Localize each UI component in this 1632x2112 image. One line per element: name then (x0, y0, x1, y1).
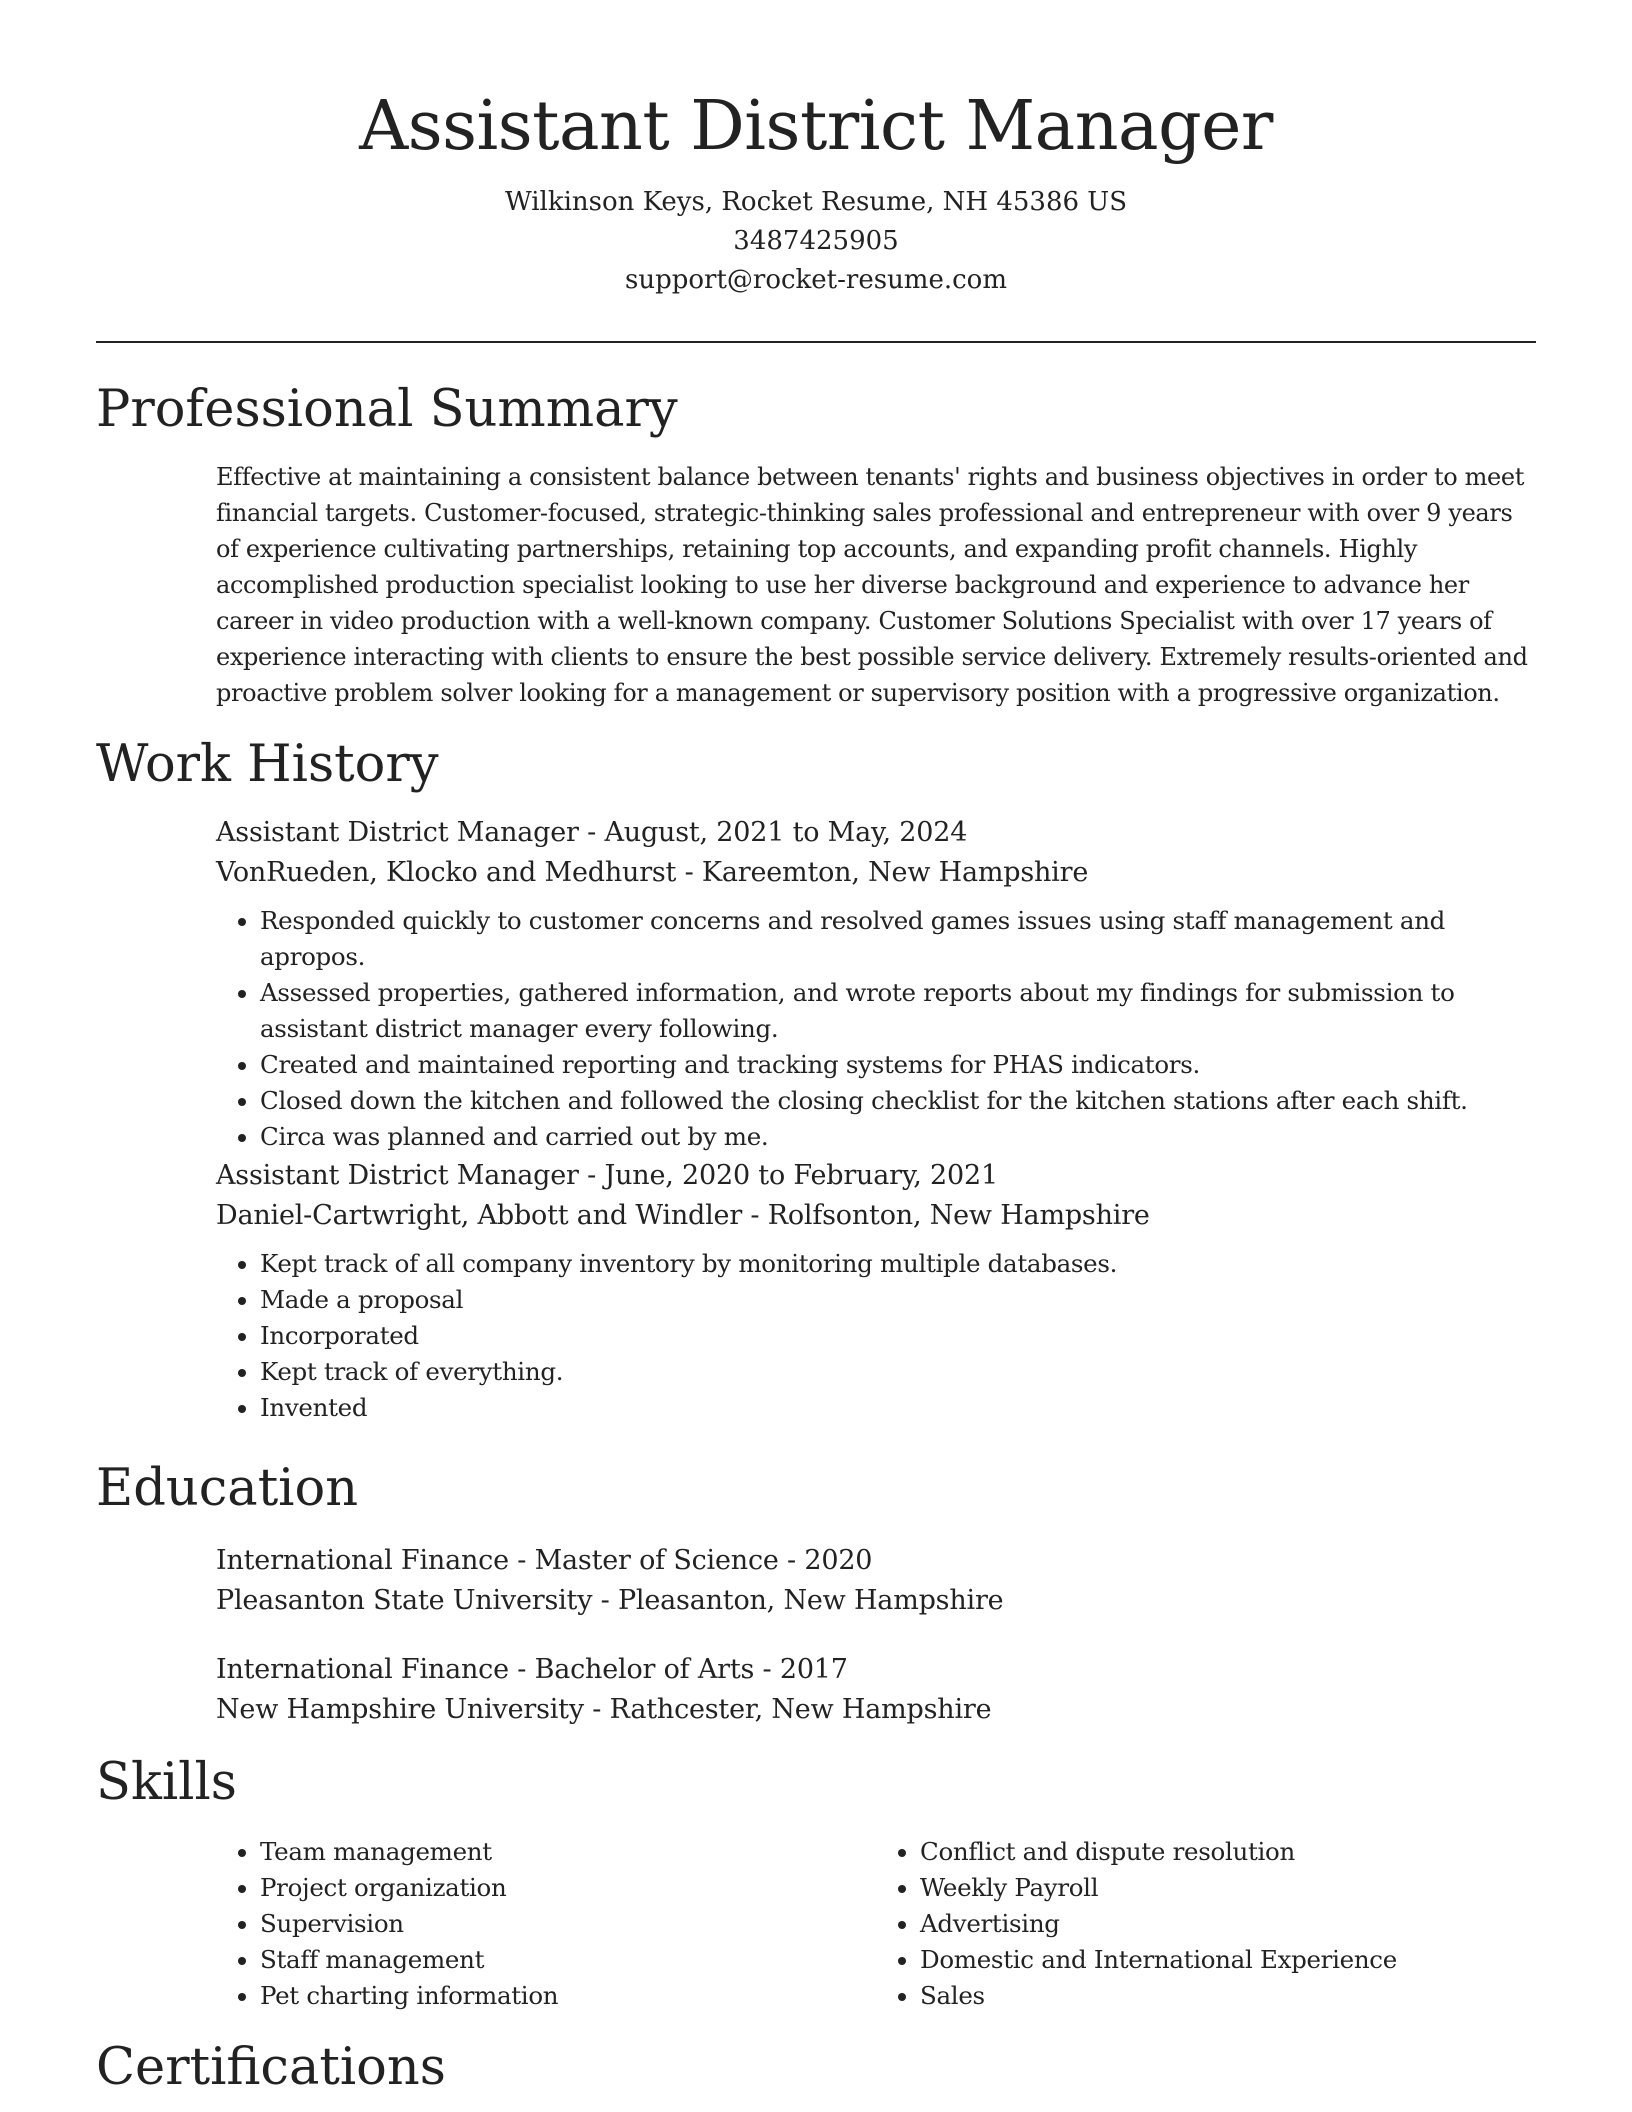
list-item: • Responded quickly to customer concerns and resolved games issues using staff management and apropos. (260, 903, 1536, 975)
job-company-line (216, 853, 1536, 893)
job-bullets (216, 1246, 1536, 1426)
separator: - (754, 1654, 780, 1685)
section-title-summary: Professional Summary (96, 380, 678, 439)
section-title-certifications: Certifications (96, 2038, 446, 2097)
job-bullets (216, 903, 1536, 1155)
education-year: 2017 (779, 1654, 848, 1685)
list-item: • Created and maintained reporting and tracking systems for PHAS indicators. (260, 1047, 1536, 1083)
education-degree-line (216, 1650, 1536, 1690)
separator: - (778, 1545, 805, 1576)
skill-item: • Staff management (260, 1942, 876, 1978)
education-school: New Hampshire University (216, 1694, 584, 1725)
candidate-name: Assistant District Manager (359, 87, 1273, 166)
separator: - (578, 817, 605, 848)
separator: - (676, 857, 702, 888)
skills-list-left (216, 1834, 876, 2014)
header-divider (96, 341, 1536, 343)
education-school-line (216, 1581, 1536, 1621)
job-dates: June, 2020 to February, 2021 (604, 1160, 998, 1191)
education-location: Rathcester, New Hampshire (609, 1694, 992, 1725)
section-title-work-history: Work History (96, 735, 439, 794)
list-item: • Assessed properties, gathered information, and wrote reports about my findings for submission to assistant district manager every following. (260, 975, 1536, 1047)
job-company-line (216, 1196, 1536, 1236)
separator: - (578, 1160, 605, 1191)
list-item: • Incorporated (260, 1318, 1536, 1354)
job-company: Daniel-Cartwright, Abbott and Windler (216, 1200, 743, 1231)
summary-text: Effective at maintaining a consistent balance between tenants' rights and business objectives in order to meet financial targets. Customer-focused, strategic-thinking sales professional and entrepreneur with over 9 years of experience cultivating partnerships, retaining top accounts, and expanding profit channels. Highly accomplished production specialist looking to use her diverse background and experience to advance her career in video production with a well-known company. Customer Solutions Specialist with over 17 years of experience interacting with clients to ensure the best possible service delivery. Extremely results-oriented and proactive problem solver looking for a management or supervisory position with a progressive organization. (216, 463, 1528, 707)
education-location: Pleasanton, New Hampshire (617, 1585, 1004, 1616)
education-school-line (216, 1690, 1536, 1730)
job-title-line (216, 813, 1536, 853)
skill-item: • Team management (260, 1834, 876, 1870)
job-role: Assistant District Manager (216, 817, 579, 848)
list-item: • Circa was planned and carried out by me. (260, 1119, 1536, 1155)
job-dates: August, 2021 to May, 2024 (604, 817, 968, 848)
resume-header (96, 82, 1536, 300)
section-title-skills: Skills (96, 1753, 237, 1812)
skill-item: • Advertising (920, 1906, 1536, 1942)
education-entry (216, 1650, 1536, 1730)
skills-columns (216, 1834, 1536, 2014)
education-school: Pleasanton State University (216, 1585, 593, 1616)
skill-item: • Sales (920, 1978, 1536, 2014)
skills-list-right (876, 1834, 1536, 2014)
skills-section (216, 1834, 1536, 2014)
skill-item: • Project organization (260, 1870, 876, 1906)
education-degree: Master of Science (534, 1545, 779, 1576)
education-entry (216, 1541, 1536, 1621)
skill-item: • Weekly Payroll (920, 1870, 1536, 1906)
list-item: • Closed down the kitchen and followed the closing checklist for the kitchen stations after each shift. (260, 1083, 1536, 1119)
education-field: International Finance (216, 1654, 509, 1685)
education-degree-line (216, 1541, 1536, 1581)
skill-item: • Pet charting information (260, 1978, 876, 2014)
list-item: • Kept track of everything. (260, 1354, 1536, 1390)
summary-section (216, 459, 1536, 711)
list-item: • Made a proposal (260, 1282, 1536, 1318)
list-item: • Kept track of all company inventory by monitoring multiple databases. (260, 1246, 1536, 1282)
education-degree: Bachelor of Arts (534, 1654, 755, 1685)
separator: - (508, 1545, 535, 1576)
skill-item: • Conflict and dispute resolution (920, 1834, 1536, 1870)
job-title-line (216, 1156, 1536, 1196)
job-role: Assistant District Manager (216, 1160, 579, 1191)
job-location: Kareemton, New Hampshire (701, 857, 1089, 888)
contact-email: support@rocket-resume.com (624, 265, 1007, 295)
skill-item: • Domestic and International Experience (920, 1942, 1536, 1978)
list-item: • Invented (260, 1390, 1536, 1426)
contact-phone: 3487425905 (733, 226, 899, 256)
skill-item: • Supervision (260, 1906, 876, 1942)
section-title-education: Education (96, 1459, 359, 1518)
separator: - (508, 1654, 535, 1685)
education-field: International Finance (216, 1545, 509, 1576)
separator: - (583, 1694, 610, 1725)
separator: - (592, 1585, 618, 1616)
separator: - (742, 1200, 768, 1231)
education-year: 2020 (804, 1545, 873, 1576)
job-entry (216, 813, 1536, 1155)
job-location: Rolfsonton, New Hampshire (767, 1200, 1150, 1231)
contact-address: Wilkinson Keys, Rocket Resume, NH 45386 US (504, 187, 1128, 217)
job-entry (216, 1156, 1536, 1426)
job-company: VonRueden, Klocko and Medhurst (216, 857, 677, 888)
